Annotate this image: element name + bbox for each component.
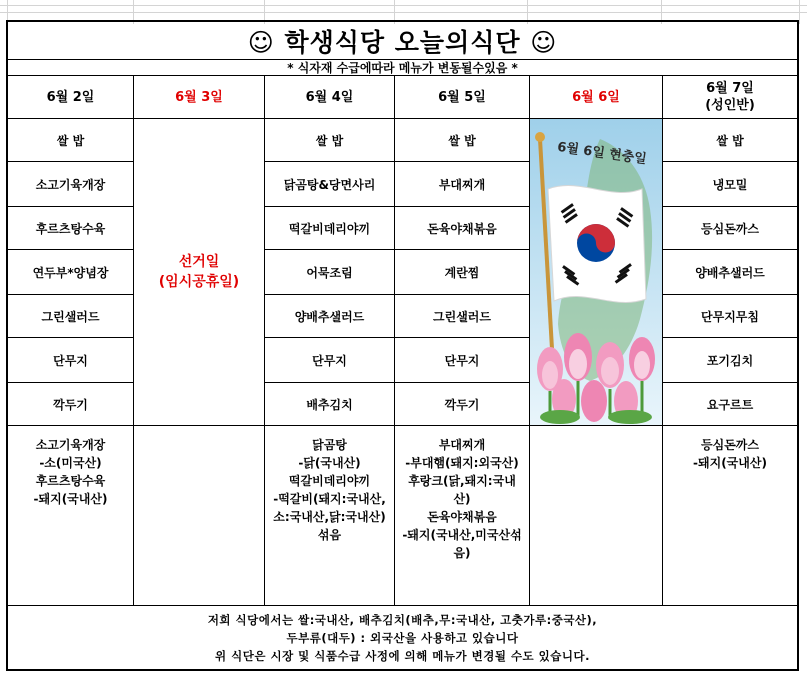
day-header-2: 6월 4일 bbox=[265, 76, 395, 119]
holiday-cell bbox=[134, 119, 265, 426]
menu-item: 양배추샐러드 bbox=[663, 250, 797, 295]
menu-item: 배추김치 bbox=[265, 383, 395, 426]
menu-item: 요구르트 bbox=[663, 383, 797, 426]
day-header-3: 6월 5일 bbox=[395, 76, 530, 119]
menu-item: 단무지무침 bbox=[663, 295, 797, 338]
menu-item: 돈육야채볶음 bbox=[395, 207, 530, 250]
menu-item: 어묵조림 bbox=[265, 250, 395, 295]
menu-item: 포기김치 bbox=[663, 338, 797, 383]
day-header-0: 6월 2일 bbox=[8, 76, 134, 119]
origin-cell-4 bbox=[530, 426, 663, 606]
memorial-day-image bbox=[530, 119, 663, 426]
menu-item: 단무지 bbox=[8, 338, 134, 383]
menu-item: 연두부*양념장 bbox=[8, 250, 134, 295]
menu-item: 떡갈비데리야끼 bbox=[265, 207, 395, 250]
day-header-5: 6월 7일 (성인반) bbox=[663, 76, 797, 119]
menu-item: 깍두기 bbox=[8, 383, 134, 426]
menu-item: 단무지 bbox=[265, 338, 395, 383]
day-header-1: 6월 3일 bbox=[134, 76, 265, 119]
menu-item: 그린샐러드 bbox=[8, 295, 134, 338]
menu-item: 쌀 밥 bbox=[663, 119, 797, 162]
holiday-name: 선거일 bbox=[178, 254, 220, 270]
origin-cell-0: 소고기육개장 -소(미국산) 후르츠탕수육 -돼지(국내산) bbox=[8, 426, 134, 606]
origin-cell-1 bbox=[134, 426, 265, 606]
memorial-day-illustration bbox=[530, 119, 663, 426]
menu-item: 그린샐러드 bbox=[395, 295, 530, 338]
menu-sheet bbox=[6, 20, 799, 671]
menu-item: 후르츠탕수육 bbox=[8, 207, 134, 250]
menu-item: 소고기육개장 bbox=[8, 162, 134, 207]
menu-item: 냉모밀 bbox=[663, 162, 797, 207]
footer-line: 두부류(대두) : 외국산을 사용하고 있습니다 bbox=[286, 630, 519, 645]
menu-item: 깍두기 bbox=[395, 383, 530, 426]
footer-notice bbox=[8, 606, 797, 669]
image-caption: 6월 6일 현충일 bbox=[556, 139, 648, 168]
menu-item: 쌀 밥 bbox=[265, 119, 395, 162]
menu-item: 부대찌개 bbox=[395, 162, 530, 207]
origin-cell-2: 닭곰탕 -닭(국내산) 떡갈비데리야끼 -떡갈비(돼지:국내산, 소:국내산,닭:국내산) 섞음 bbox=[265, 426, 395, 606]
menu-item: 등심돈까스 bbox=[663, 207, 797, 250]
menu-item: 양배추샐러드 bbox=[265, 295, 395, 338]
day-header-4: 6월 6일 bbox=[530, 76, 663, 119]
page-title: ☺ 학생식당 오늘의식단 ☺ bbox=[247, 27, 558, 57]
footer-line: 저희 식당에서는 쌀:국내산, 배추김치(배추,무:국내산, 고춧가루:중국산), bbox=[207, 612, 598, 627]
menu-item: 쌀 밥 bbox=[8, 119, 134, 162]
holiday-note: (임시공휴일) bbox=[158, 274, 240, 290]
menu-item: 닭곰탕&당면사리 bbox=[265, 162, 395, 207]
menu-item: 단무지 bbox=[395, 338, 530, 383]
menu-item: 쌀 밥 bbox=[395, 119, 530, 162]
footer-line: 위 식단은 시장 및 식품수급 사정에 의해 메뉴가 변경될 수도 있습니다. bbox=[215, 648, 590, 663]
notice-text: * 식자재 수급에따라 메뉴가 변동될수있음 * bbox=[8, 59, 797, 76]
origin-cell-5: 등심돈까스 -돼지(국내산) bbox=[663, 426, 797, 606]
origin-cell-3: 부대찌개 -부대햄(돼지:외국산) 후랑크(닭,돼지:국내 산) 돈육야채볶음 -돼지(국내산,미국산섞 음) bbox=[395, 426, 530, 606]
menu-item: 계란찜 bbox=[395, 250, 530, 295]
